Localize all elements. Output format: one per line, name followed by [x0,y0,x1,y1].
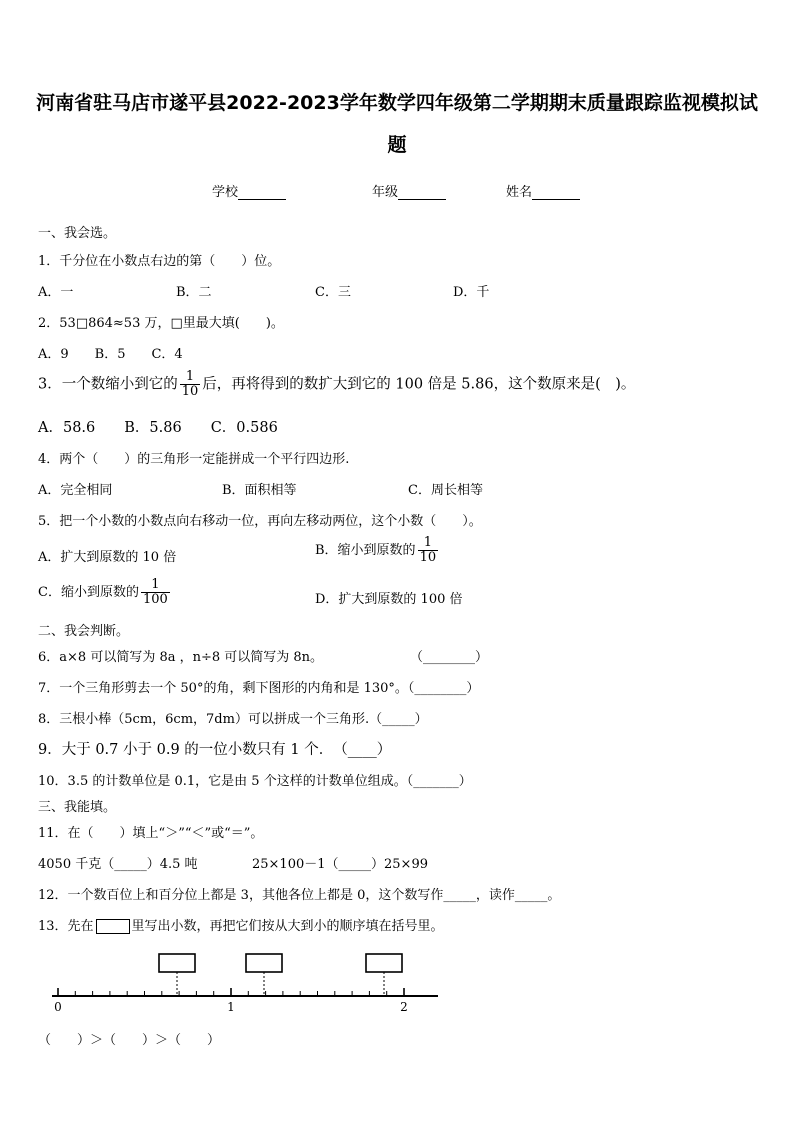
question-6: 6．a×8 可以简写为 8a ，n÷8 可以简写为 8n。 [38,650,324,665]
tick-label-2: 2 [400,1000,408,1014]
section-1-heading: 一、我会选。 [38,226,117,241]
q5-option-a[interactable]: A．扩大到原数的 10 倍 [38,550,177,565]
q1-option-d[interactable]: D．千 [453,285,490,300]
name-field[interactable] [506,181,580,200]
name-label: 姓名 [506,185,533,200]
answer-box-3[interactable] [366,954,402,972]
answer-box-2[interactable] [246,954,282,972]
school-label: 学校 [212,185,239,200]
q5-fraction-c: $\frac{1}{100}$ [142,577,168,607]
q5-option-d[interactable]: D．扩大到原数的 100 倍 [315,592,463,607]
q5-option-b[interactable]: B．缩小到原数的 $\frac{1}{10}$ [315,535,437,565]
question-1: 1．千分位在小数点右边的第（ ）位。 [38,254,281,269]
question-13: 13．先在 里写出小数，再把它们按从大到小的顺序填在括号里。 [38,919,444,934]
tick-label-0: 0 [54,1000,62,1014]
number-line-figure [0,948,794,1023]
q3-options[interactable]: A．58.6 B．5.86 C．0.586 [38,420,278,436]
answer-box-1[interactable] [159,954,195,972]
question-2: 2．53□864≈53 万，□里最大填( )。 [38,316,284,331]
question-11: 11．在（ ）填上“＞”“＜”或“＝”。 [38,826,264,841]
q1-option-b[interactable]: B．二 [176,285,212,300]
school-blank[interactable] [238,185,286,200]
section-2-heading: 二、我会判断。 [38,624,130,639]
grade-field[interactable] [372,181,446,200]
q4-option-b[interactable]: B．面积相等 [222,483,297,498]
question-10: 10．3.5 的计数单位是 0.1，它是由 5 个这样的计数单位组成。（_______） [38,774,472,789]
grade-label: 年级 [372,185,399,200]
q11-left-comparison[interactable]: 4050 千克（_____）4.5 吨 [38,857,198,872]
school-field[interactable] [212,181,286,200]
q11-right-comparison[interactable]: 25×100－1（_____）25×99 [252,857,428,872]
q13-order-blanks[interactable]: （ ）＞（ ）＞（ ） [38,1033,221,1048]
box-glyph-icon [96,919,130,934]
question-8: 8．三根小棒（5cm，6cm，7dm）可以拼成一个三角形.（_____） [38,712,428,727]
question-5: 5．把一个小数的小数点向右移动一位，再向左移动两位，这个小数（ ）。 [38,514,482,529]
section-3-heading: 三、我能填。 [38,800,117,815]
q3-text-pre: 3．一个数缩小到它的 [38,376,178,393]
q2-options[interactable]: A．9 B．5 C．4 [38,347,183,362]
page-title: 河南省驻马店市遂平县2022-2023学年数学四年级第二学期期末质量跟踪监视模拟试题 [36,92,758,156]
question-12: 12．一个数百位上和百分位上都是 3，其他各位上都是 0，这个数写作_____，读作_____。 [38,888,561,903]
question-9: 9．大于 0.7 小于 0.9 的一位小数只有 1 个． （____） [38,742,392,758]
question-7: 7．一个三角形剪去一个 50°的角，剩下图形的内角和是 130°。（________） [38,681,480,696]
question-4: 4．两个（ ）的三角形一定能拼成一个平行四边形. [38,452,350,467]
q3-fraction: $\frac{1}{10}$ [181,369,199,399]
grade-blank[interactable] [398,185,446,200]
question-3 [38,370,635,399]
q5-option-c[interactable]: C．缩小到原数的 $\frac{1}{100}$ [38,577,168,607]
q6-answer-blank[interactable]: （________） [410,650,489,665]
q4-option-c[interactable]: C．周长相等 [408,483,483,498]
tick-label-1: 1 [227,1000,235,1014]
q3-text-post: 后，再将得到的数扩大到它的 100 倍是 5.86，这个数原来是( )。 [202,376,636,393]
q1-option-c[interactable]: C．三 [315,285,351,300]
number-line-ticks [58,988,404,996]
name-blank[interactable] [532,185,580,200]
q4-option-a[interactable]: A．完全相同 [38,483,113,498]
q1-option-a[interactable]: A．一 [38,285,74,300]
q5-fraction-b: $\frac{1}{10}$ [419,535,437,565]
